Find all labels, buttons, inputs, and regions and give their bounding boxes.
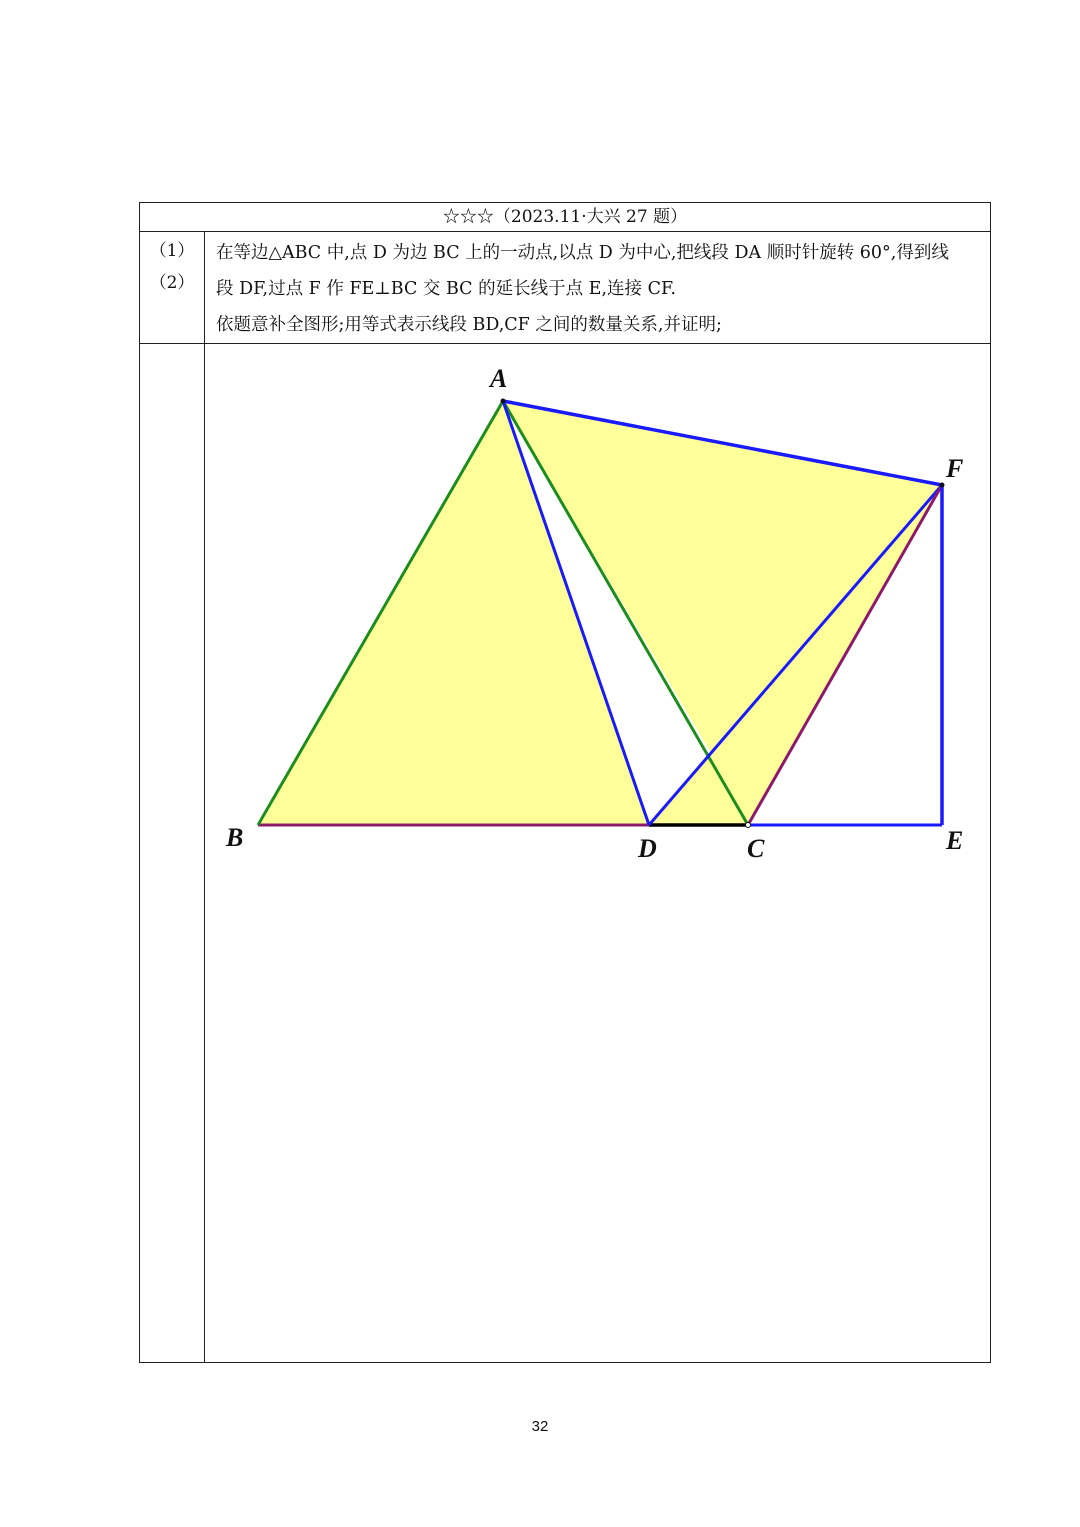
part-label-1: （1） <box>149 241 195 261</box>
label-c: C <box>747 834 765 863</box>
point-f-dot <box>940 483 945 488</box>
problem-line-2: 段 DF,过点 F 作 FE⊥BC 交 BC 的延长线于点 E,连接 CF. <box>216 279 676 299</box>
problem-header: ☆☆☆（2023.11·大兴 27 题） <box>442 207 688 227</box>
point-a-dot <box>501 399 506 404</box>
label-d: D <box>638 834 657 863</box>
page-number: 32 <box>531 1418 549 1435</box>
label-a: A <box>490 364 508 393</box>
point-c-dot <box>746 823 751 828</box>
problem-line-3: 依题意补全图形;用等式表示线段 BD,CF 之间的数量关系,并证明; <box>216 315 722 335</box>
label-e: E <box>946 826 964 855</box>
part-label-2: （2） <box>149 273 195 293</box>
label-b: B <box>226 823 244 852</box>
problem-line-1: 在等边△ABC 中,点 D 为边 BC 上的一动点,以点 D 为中心,把线段 DA 顺时针旋转 60°,得到线 <box>216 243 949 263</box>
label-f: F <box>946 454 964 483</box>
